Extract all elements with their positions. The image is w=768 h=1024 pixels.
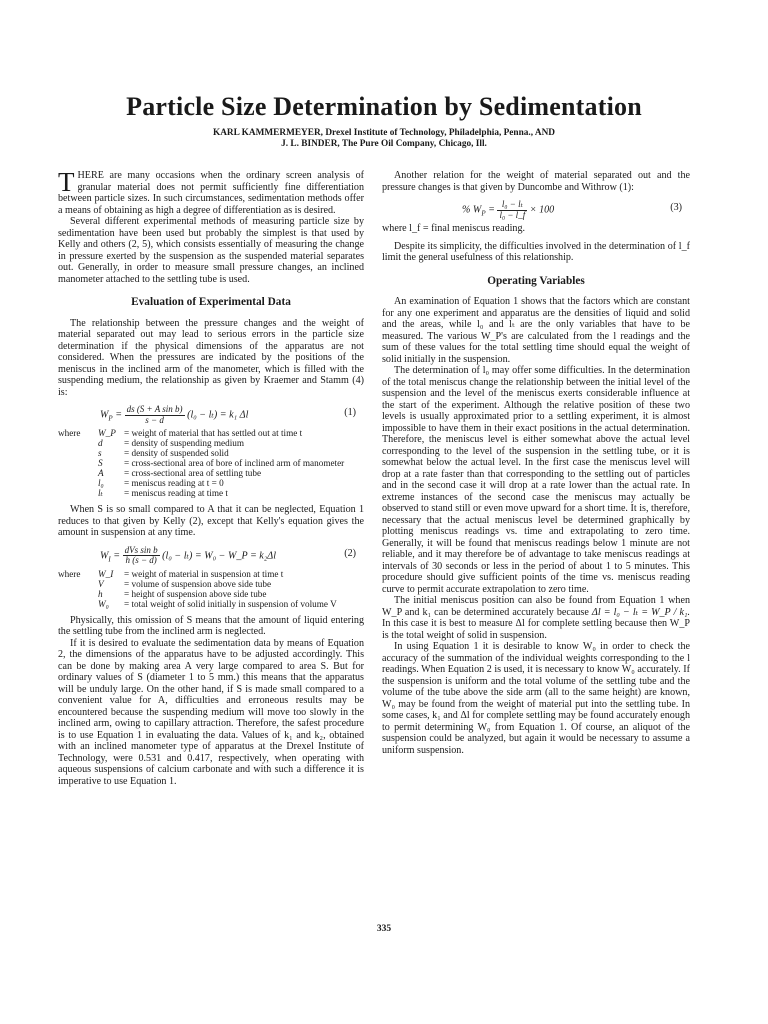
definition-lead	[58, 478, 98, 488]
page-number: 335	[376, 924, 392, 934]
definition-row	[58, 569, 337, 579]
paper-title: Particle Size Determination by Sedimentation	[126, 92, 642, 121]
paragraph: Physically, this omission of S means that the amount of liquid entering the settling tube from the inclined arm is neglected.	[58, 614, 364, 637]
definition-lead: where	[58, 568, 81, 579]
eq-fraction	[125, 405, 185, 425]
definition-symbol: A	[98, 468, 104, 478]
author-line-2: J. L. BINDER, The Pure Oil Company, Chicago, Ill.	[281, 139, 487, 149]
definition-row	[58, 448, 344, 458]
text-run: In this case it is best to measure Δl for complete settling because then W_P is the total weight of solid in suspension.	[382, 618, 690, 641]
definition-lead	[58, 579, 98, 589]
eq-lhs-sub: I	[108, 554, 111, 563]
paragraph: The determination of l₀ may offer some difficulties. In the determination of the total meniscus change the relationship between the initial level of the suspension and the level of the meniscus exerts considerable influence at the start of the experiment. Although the relative position of these two levels is usually approximated prior to a settling experiment, it is almost impossible to have them in their exact positions in the actual determination. Therefore, the meniscus level is either somewhat above the actual level corresponding to the level of the suspension in the settling tube, or it is somewhat below the actual level. In the first case the meniscus level will drop at a rate faster than that corresponding to the settling out of particles and in the second case it will drop at a rate lower than the actual rate. In extreme instances of the second case the meniscus may actually be observed to stand still or even move upward for a short time. It is, therefore, necessary that the actual meniscus level be determined graphically by plotting meniscus readings vs. time and extrapolating to zero time. Generally, it will be found that meniscus readings below 1 minute are not reliable, and it may therefore be of advantage to take meniscus readings at intervals of 30 seconds or less in the period of about 1 to 5 minutes. This procedure should give sufficient points of the time vs. meniscus reading curve to permit accurate extrapolation to zero time.	[382, 365, 690, 595]
definition-symbol: W_P	[98, 428, 116, 438]
eq-denominator: h (s − d)	[125, 555, 157, 565]
definition-text: = total weight of solid initially in suspension of volume V	[124, 598, 337, 609]
eq-denominator: s − d	[145, 414, 164, 425]
paragraph: Despite its simplicity, the difficulties involved in the determination of l_f limit the general usefulness of this relationship.	[382, 240, 690, 263]
definition-row	[58, 468, 344, 478]
section-heading-evaluation: Evaluation of Experimental Data	[131, 296, 291, 308]
author-line-1: KARL KAMMERMEYER, Drexel Institute of Technology, Philadelphia, Penna., AND	[212, 128, 556, 138]
eq-sign: =	[485, 204, 498, 216]
definition-text: = volume of suspension above side tube	[124, 578, 272, 589]
eq-sign: =	[112, 409, 125, 421]
equation-1	[58, 402, 364, 424]
definition-lead: where	[58, 428, 81, 438]
definition-row	[58, 488, 344, 498]
eq-rest: (l₀ − lₜ) = W₀ − W_P = k₂Δl	[162, 549, 277, 561]
eq-lhs: W	[100, 409, 109, 421]
definition-symbol: d	[98, 438, 103, 448]
text-run: The initial meniscus position can also be found from Equation 1 when W_P and k₁ can be determined accurately because	[382, 595, 690, 618]
paragraph: where l_f = final meniscus reading.	[382, 223, 526, 234]
equation-2	[58, 543, 364, 565]
eq-rest: × 100	[529, 204, 555, 216]
intro-paragraph	[58, 167, 364, 216]
drop-cap: T	[58, 167, 75, 197]
definition-text: = cross-sectional area of settling tube	[124, 468, 262, 478]
definition-lead	[58, 468, 98, 478]
equation-3-body	[462, 200, 554, 220]
paragraph: If it is desired to evaluate the sedimentation data by means of Equation 2, the dimensions of the apparatus have to be adjusted accordingly. This can be done by making area A very large compared to area S. But for ordinary values of S (diameter 1 to 5 mm.) this means that the apparatus will be unduly large. On the other hand, if S is made small compared to a convenient value for A, difficulties and erroneous results may be encountered because the suspending medium will move too slowly in the inclined arm, owing to capillary attraction. Therefore, the safest procedure is to use Equation 1 in evaluating the data. Values of k₁ and k₂, obtained with an inclined manometer type of apparatus at the Drexel Institute of Technology, were 0.531 and 0.417, respectively, when operating with aqueous suspensions of calcium carbonate and with such a difference it is imperative to use Equation 1.	[58, 637, 364, 787]
definition-symbol: h	[98, 588, 103, 599]
definition-symbol: lₜ	[98, 488, 103, 498]
eq-denominator: l₀ − l_f	[499, 209, 526, 220]
equation-1-body	[100, 405, 248, 425]
definition-row	[58, 428, 344, 438]
equation-3	[382, 197, 690, 219]
paragraph: In using Equation 1 it is desirable to know W₀ in order to check the accuracy of the summation of the individual weights corresponding to the l readings. When Equation 2 is used, it is necessary to know W₀ accurately. If the suspension is uniform and the total volume of the settling tube and the volume of the tube above the side arm (all to the same height) are known, W₀ may be found from the weight of material put into the settling tube. In some cases, k₁ and Δl for complete settling may be found accurately enough to permit determining W₀ from Equation 1. Of course, an aliquot of the suspension could be analyzed, but again it would be necessary to assume a uniform suspension.	[382, 641, 690, 756]
definitions-list-1	[58, 428, 344, 498]
eq-numerator: l₀ − lₜ	[497, 200, 527, 211]
definition-lead	[58, 589, 98, 599]
definition-row	[58, 478, 344, 488]
definition-symbol: W₀	[98, 598, 109, 609]
paragraph: When S is so small compared to A that it can be neglected, Equation 1 reduces to that given by Kelly (2), except that Kelly's equation gives the amount in suspension at any time.	[58, 504, 364, 538]
definition-row	[58, 458, 344, 468]
definition-row	[58, 579, 337, 589]
eq-numerator: ds (S + A sin b)	[126, 404, 183, 414]
intro-text: HERE are many occasions when the ordinary screen analysis of granular material does not permit sufficiently fine differentiation between particle sizes. In such circumstances, sedimentation methods offer a means of obtaining as high a degree of differentiation as is desired.	[58, 170, 364, 216]
definition-text: = density of suspending medium	[124, 438, 245, 448]
definition-symbol: S	[98, 458, 103, 468]
paragraph: Another relation for the weight of material separated out and the pressure changes is that given by Duncombe and Withrow (1):	[382, 170, 690, 193]
eq-rest: (l₀ − lₜ) = k₁ Δl	[187, 409, 249, 421]
definition-lead	[58, 488, 98, 498]
eq-lhs: % W	[462, 204, 482, 216]
eq-sign: =	[110, 549, 123, 561]
definition-text: = meniscus reading at time t	[124, 488, 228, 498]
paragraph: Several different experimental methods of measuring particle size by sedimentation have been used but probably the simplest is that used by Kelly and others (2, 5), which consists essentially of measuring the change in pressure exerted by the suspension as the suspended material separates out. Generally, in order to measure small pressure changes, an inclined manometer attached to the settling tube is used.	[58, 216, 364, 285]
definition-text: = height of suspension above side tube	[124, 588, 267, 599]
definition-lead	[58, 458, 98, 468]
definitions-list-2	[58, 569, 337, 609]
definition-text: = meniscus reading at t = 0	[124, 478, 224, 488]
definition-text: = density of suspended solid	[124, 448, 229, 458]
eq-fraction	[123, 546, 160, 566]
definition-symbol: s	[98, 448, 102, 458]
eq-numerator: dVs sin b	[124, 544, 158, 555]
definition-lead	[58, 448, 98, 458]
equation-number: (1)	[344, 407, 356, 418]
definition-text: = weight of material that has settled out at time t	[124, 428, 303, 438]
definition-symbol: V	[98, 578, 104, 589]
inline-equation: Δl = l₀ − lₜ = W_P / k₁.	[591, 606, 690, 618]
definition-lead	[58, 599, 98, 609]
definition-lead	[58, 438, 98, 448]
paragraph	[382, 595, 690, 641]
paragraph: The relationship between the pressure changes and the weight of material separated out may lead to serious errors in the particle size determination if the physical dimensions of the apparatus are not considered. When the pressures are indicated by the positions of the meniscus in the inclined arm of the manometer, which is filled with the suspending medium, the relationship as given by Kraemer and Stamm (4) is:	[58, 317, 364, 398]
eq-lhs: W	[100, 549, 109, 561]
eq-fraction	[497, 200, 527, 220]
definition-symbol: l₀	[98, 478, 104, 488]
author-block	[0, 128, 768, 150]
equation-2-body	[100, 546, 276, 566]
definition-text: = weight of material in suspension at time t	[124, 568, 284, 579]
eq-lhs-sub: P	[481, 209, 486, 218]
eq-lhs-sub: P	[108, 414, 113, 423]
paragraph: An examination of Equation 1 shows that the factors which are constant for any one experiment and apparatus are the densities of liquid and solid and the areas, while l₀ and lₜ are the only variables that have to be measured. The various W_P's are calculated from the l readings and the sum of these values for the total settling time should equal the weight of solid initially in the suspension.	[382, 296, 690, 365]
equation-number: (3)	[670, 202, 682, 213]
definition-symbol: W_I	[98, 568, 114, 579]
equation-number: (2)	[344, 547, 356, 559]
section-heading-operating-variables: Operating Variables	[487, 274, 585, 287]
left-column	[58, 167, 364, 787]
definition-row	[58, 438, 344, 448]
right-column	[382, 170, 690, 756]
definition-row	[58, 589, 337, 599]
definition-row	[58, 599, 337, 609]
definition-text: = cross-sectional area of bore of inclined arm of manometer	[124, 458, 345, 468]
